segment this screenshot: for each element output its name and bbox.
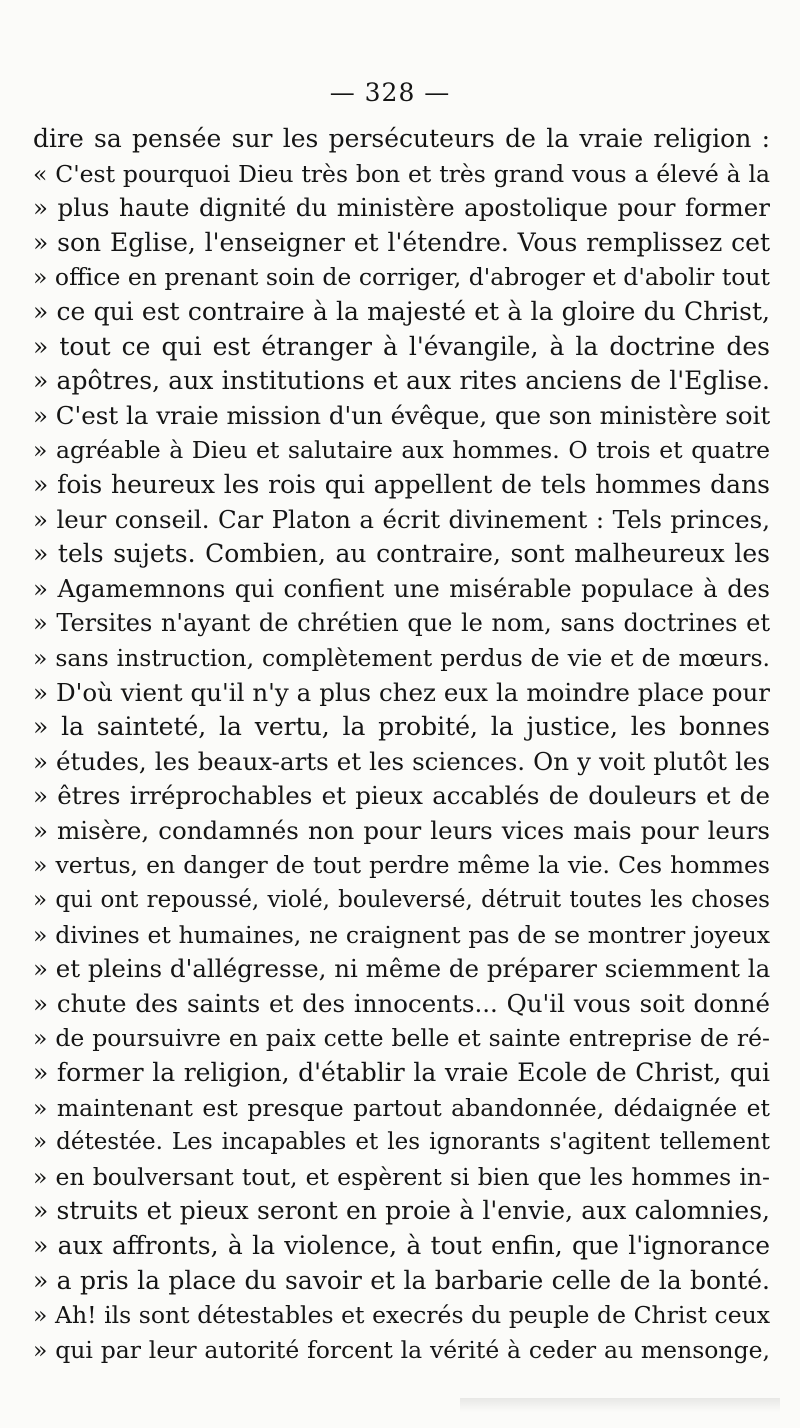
text-line: » apôtres, aux institutions et aux rites anciens de l'Eglise. — [33, 366, 770, 396]
text-line: » agréable à Dieu et salutaire aux hommes. O trois et quatre — [33, 436, 770, 465]
text-line: » études, les beaux-arts et les sciences. On y voit plutôt les — [33, 746, 770, 776]
text-line: » Agamemnons qui confient une misérable populace à des — [33, 573, 770, 603]
text-line: » êtres irréprochables et pieux accablés de douleurs et de — [33, 781, 770, 811]
text-line: » tels sujets. Combien, au contraire, sont malheureux les — [33, 539, 770, 569]
text-line: » sans instruction, complètement perdus de vie et de mœurs. — [33, 643, 770, 672]
text-line: » former la religion, d'établir la vraie Ecole de Christ, qui — [33, 1058, 770, 1088]
text-line: » et pleins d'allégresse, ni même de préparer sciemment la — [33, 954, 770, 984]
text-line: » vertus, en danger de tout perdre même la vie. Ces hommes — [33, 851, 770, 880]
text-line: » plus haute dignité du ministère apostolique pour former — [33, 193, 770, 223]
text-line: « C'est pourquoi Dieu très bon et très grand vous a élevé à la — [33, 159, 770, 188]
text-line: » C'est la vraie mission d'un évêque, que son ministère soit — [33, 400, 770, 430]
text-line: » Ah! ils sont détestables et execrés du peuple de Christ ceux — [33, 1301, 770, 1330]
text-line: » a pris la place du savoir et la barbarie celle de la bonté. — [33, 1265, 770, 1295]
text-line: » la sainteté, la vertu, la probité, la justice, les bonnes — [33, 712, 770, 742]
text-line: dire sa pensée sur les persécuteurs de la vraie religion : — [33, 124, 770, 153]
text-line: » aux affronts, à la violence, à tout enfin, que l'ignorance — [33, 1231, 770, 1260]
text-line: » leur conseil. Car Platon a écrit divinement : Tels princes, — [33, 504, 770, 534]
text-line: » ce qui est contraire à la majesté et à la gloire du Christ, — [33, 296, 770, 326]
text-line: » son Eglise, l'enseigner et l'étendre. Vous remplissez cet — [33, 227, 770, 257]
text-line: » office en prenant soin de corriger, d'abroger et d'abolir tout — [33, 263, 770, 292]
text-line: » chute des saints et des innocents... Qu'il vous soit donné — [33, 988, 770, 1018]
text-line: » en boulversant tout, et espèrent si bien que les hommes in- — [33, 1162, 770, 1191]
text-line: » tout ce qui est étranger à l'évangile, à la doctrine des — [33, 331, 770, 361]
text-line: » D'où vient qu'il n'y a plus chez eux la moindre place pour — [33, 677, 770, 707]
text-line: » misère, condamnés non pour leurs vices mais pour leurs — [33, 815, 770, 845]
text-line: » Tersites n'ayant de chrétien que le nom, sans doctrines et — [33, 609, 770, 638]
text-line: » de poursuivre en paix cette belle et sainte entreprise de ré- — [33, 1024, 770, 1053]
text-line: » détestée. Les incapables et les ignorants s'agitent tellement — [33, 1129, 770, 1156]
page-number: — 328 — — [329, 78, 451, 107]
text-line: » divines et humaines, ne craignent pas de se montrer joyeux — [33, 920, 770, 949]
text-line: » maintenant est presque partout abandonnée, dédaignée et — [33, 1093, 770, 1122]
text-line: » qui ont repoussé, violé, bouleversé, détruit toutes les choses — [33, 887, 770, 914]
body-text — [33, 122, 770, 1367]
bleed-through-shadow — [460, 1398, 780, 1412]
text-line: » qui par leur autorité forcent la vérité à ceder au mensonge, — [33, 1335, 770, 1364]
text-line: » fois heureux les rois qui appellent de tels hommes dans — [33, 469, 770, 499]
text-line: » struits et pieux seront en proie à l'envie, aux calomnies, — [33, 1196, 770, 1226]
